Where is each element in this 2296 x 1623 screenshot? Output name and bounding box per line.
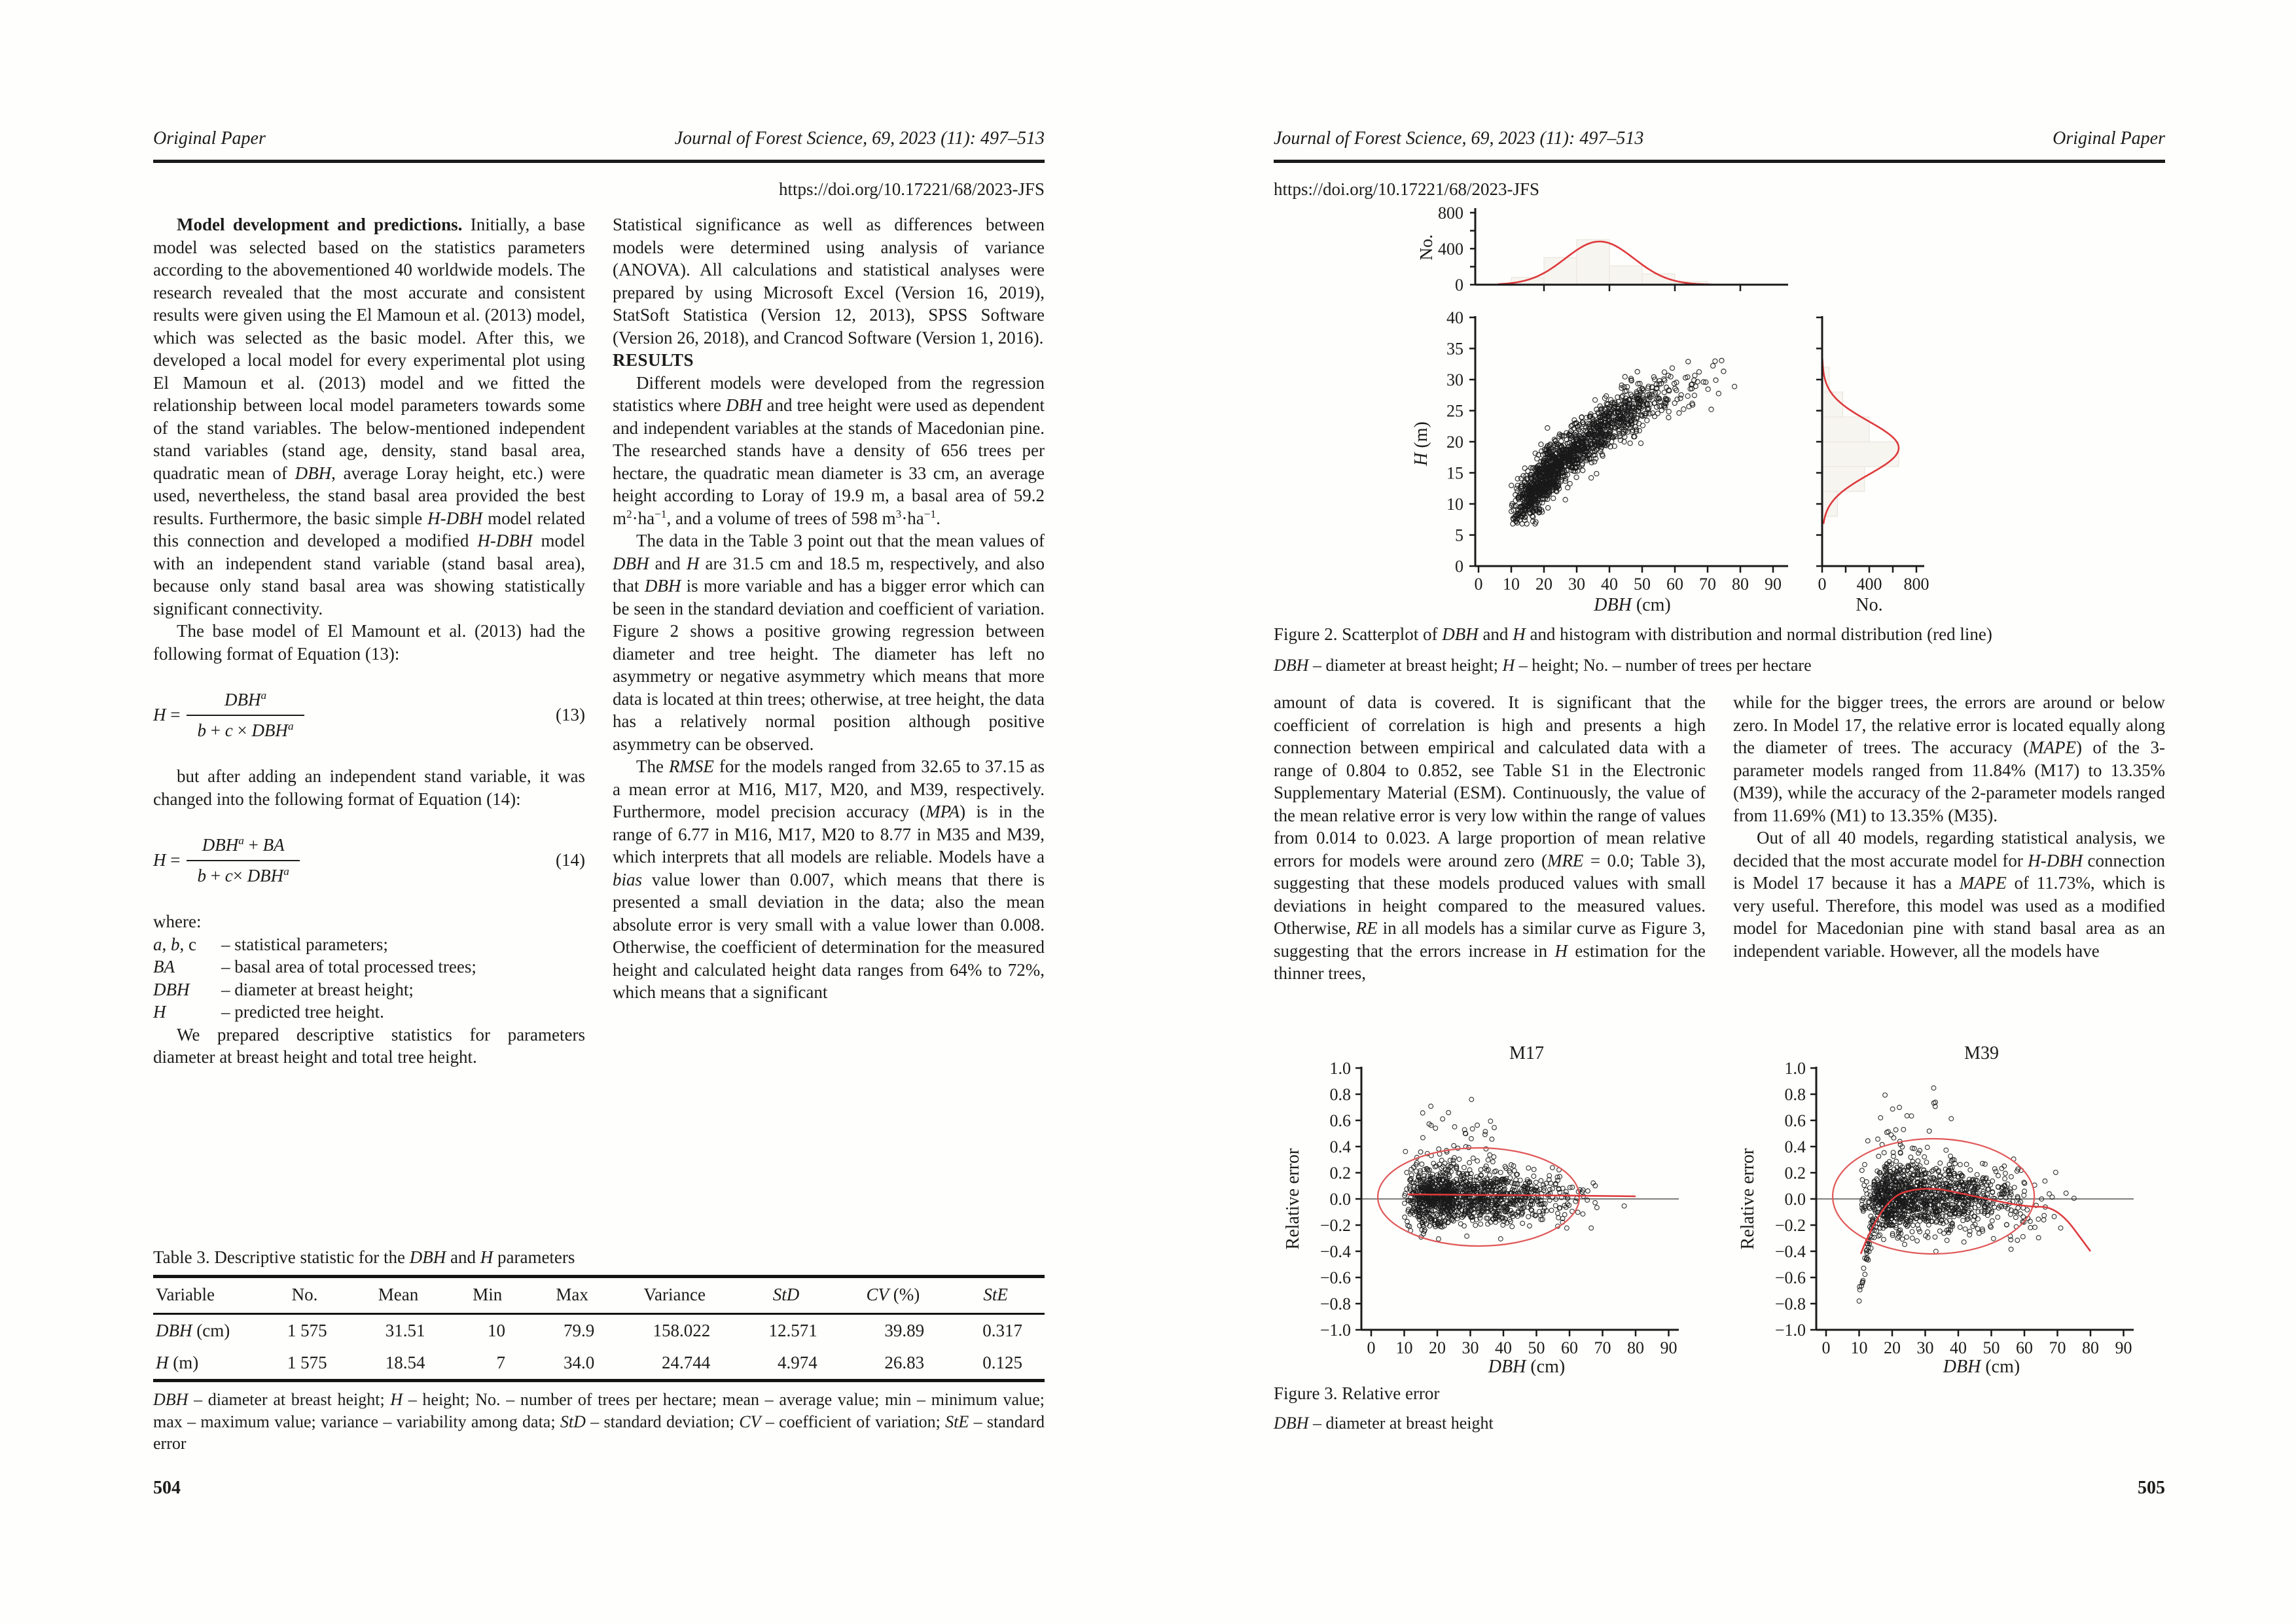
svg-text:0.4: 0.4	[1784, 1137, 1806, 1156]
svg-text:DBH (cm): DBH (cm)	[1594, 595, 1671, 615]
right-page-column-1	[1274, 691, 1706, 985]
header-rule	[153, 160, 1045, 163]
svg-text:0: 0	[1455, 557, 1463, 576]
svg-text:80: 80	[1627, 1338, 1644, 1357]
doi-link: https://doi.org/10.17221/68/2023-JFS	[778, 179, 1045, 199]
right-page-column-2	[1733, 691, 2165, 962]
svg-text:Relative error: Relative error	[1283, 1148, 1303, 1250]
doi-link-right: https://doi.org/10.17221/68/2023-JFS	[1274, 179, 1540, 199]
section-heading-results: RESULTS	[613, 350, 694, 370]
svg-text:H (m): H (m)	[1411, 421, 1431, 466]
svg-text:30: 30	[1916, 1338, 1934, 1357]
svg-text:30: 30	[1462, 1338, 1479, 1357]
svg-text:40: 40	[1495, 1338, 1512, 1357]
table3-header-ste: StE	[946, 1277, 1045, 1314]
svg-text:20: 20	[1884, 1338, 1901, 1357]
svg-text:0.8: 0.8	[1784, 1085, 1806, 1104]
svg-text:70: 70	[2049, 1338, 2066, 1357]
svg-text:No.: No.	[1856, 595, 1883, 615]
svg-text:35: 35	[1446, 339, 1463, 359]
figure3-note: DBH – diameter at breast height	[1274, 1414, 1494, 1433]
svg-text:70: 70	[1699, 575, 1716, 594]
svg-text:25: 25	[1446, 401, 1463, 421]
equation-13	[153, 688, 585, 741]
paragraph-descriptive-statistics: We prepared descriptive statistics for parameters diameter at breast height and total tree height.	[153, 1024, 585, 1067]
svg-text:Relative error: Relative error	[1738, 1148, 1758, 1250]
equation-13-number: (13)	[556, 705, 585, 725]
svg-text:−0.2: −0.2	[1774, 1216, 1806, 1235]
table3	[153, 1275, 1045, 1382]
paragraph-statistical-significance: Statistical significance as well as differences between models were determined using analysis of variance (ANOVA). All calculations and statistical analyses were prepared by using Microsoft Excel (Version 16, 2019), StatSoft Statistica (Version 12, 2013), SPSS Software (Version 26, 2018), and Crancod Software (Version 1, 2016).	[613, 215, 1045, 348]
svg-text:0.6: 0.6	[1784, 1111, 1806, 1130]
svg-text:0.6: 0.6	[1329, 1111, 1351, 1130]
table3-footnote: DBH – diameter at breast height; H – height; No. – number of trees per hectare; mean – average value; min – minimum value; max – maximum value; variance – variability among data; StD – standard deviation; CV – coefficient of variation; StE – standard error	[153, 1390, 1045, 1453]
where-row-abc: a, b, c – statistical parameters;	[153, 934, 388, 954]
svg-text:90: 90	[1765, 575, 1782, 594]
paragraph-model-development: Model development and predictions. Initially, a base model was selected based on the statistics parameters according to the abovementioned 40 worldwide models. The research revealed that the most accurate and consistent results were given using the El Mamoun et al. (2013) model, which was selected as the basic model. After this, we developed a local model for every experimental plot using El Mamoun et al. (2013) model and we fitted the relationship between local model parameters towards some of the stand variables. The below-mentioned independent stand variables (stand age, density, stand basal area, quadratic mean of DBH, average Loray height, etc.) were used, nevertheless, the stand basal area provided the best results. Furthermore, the basic simple H-DBH model related this connection and developed a modified H-DBH model with an independent stand variable (stand basal area), because only stand basal area was showing statistically significant connectivity.	[153, 215, 585, 618]
svg-text:20: 20	[1535, 575, 1552, 594]
header-rule-right	[1274, 160, 2165, 163]
svg-text:60: 60	[2016, 1338, 2033, 1357]
paragraph-bigger-trees: while for the bigger trees, the errors are around or below zero. In Model 17, the relative error is located equally along the diameter of trees. The accuracy (MAPE) of the 3-parameter models ranged from 11.84% (M17) to 13.35% (M39), while the accuracy of the 2-parameter models ranged from 11.69% (M1) to 13.35% (M35).	[1733, 692, 2165, 825]
svg-text:−0.6: −0.6	[1774, 1268, 1806, 1287]
figure3-caption: Figure 3. Relative error	[1274, 1383, 1440, 1403]
left-page-column-2	[613, 213, 1045, 1004]
svg-text:15: 15	[1446, 463, 1463, 483]
where-definitions	[153, 910, 585, 1024]
svg-text:20: 20	[1446, 433, 1463, 452]
svg-text:60: 60	[1666, 575, 1683, 594]
where-row-dbh: DBH – diameter at breast height;	[153, 979, 414, 999]
table3-header-variable: Variable	[153, 1277, 260, 1314]
svg-text:400: 400	[1856, 575, 1882, 594]
equation-14-lhs: H =	[153, 850, 181, 870]
table3-header-max: Max	[528, 1277, 617, 1314]
paragraph-different-models: Different models were developed from the regression statistics where DBH and tree height were used as dependent and independent variables at the stands of Macedonian pine. The researched stands have a density of 656 trees per hectare, the quadratic mean diameter is 33 cm, an average height according to Loray of 19.9 m, a basal area of 59.2 $m^2\cdot ha^{-1}$, and a volume of trees of 598 $m^3\cdot ha^{-1}$.	[613, 372, 1045, 528]
svg-text:50: 50	[1982, 1338, 2000, 1357]
page-number-left: 504	[153, 1478, 181, 1498]
svg-text:−0.4: −0.4	[1319, 1242, 1351, 1261]
page-number-right: 505	[2138, 1478, 2165, 1498]
figure2-note: DBH – diameter at breast height; H – height; No. – number of trees per hectare	[1274, 656, 1812, 675]
svg-text:M39: M39	[1964, 1043, 1999, 1063]
page-505	[1148, 0, 2296, 1623]
svg-text:−0.6: −0.6	[1319, 1268, 1351, 1287]
table3-header-no: No.	[260, 1277, 349, 1314]
svg-text:10: 10	[1503, 575, 1520, 594]
svg-text:10: 10	[1395, 1338, 1413, 1357]
svg-text:0.8: 0.8	[1329, 1085, 1351, 1104]
paragraph-independent-variable: but after adding an independent stand variable, it was changed into the following format of Equation (14):	[153, 766, 585, 809]
svg-text:20: 20	[1429, 1338, 1446, 1357]
svg-text:0: 0	[1474, 575, 1483, 594]
svg-text:400: 400	[1438, 240, 1463, 259]
table3-header-min: Min	[447, 1277, 528, 1314]
table3-row-dbh: DBH (cm) 1 575 31.51 10 79.9 158.022 12.571 39.89 0.317	[156, 1321, 1022, 1340]
svg-text:80: 80	[1732, 575, 1749, 594]
svg-text:5: 5	[1455, 526, 1463, 545]
svg-text:−1.0: −1.0	[1319, 1321, 1351, 1340]
equation-14-fraction: $\frac{DBH^a + BA}{b + c\times DBH^a}$	[187, 834, 299, 887]
svg-text:−0.8: −0.8	[1319, 1294, 1351, 1313]
figure2-caption: Figure 2. Scatterplot of DBH and H and histogram with distribution and normal distribution (red line)	[1274, 624, 1992, 644]
svg-text:0: 0	[1821, 1338, 1831, 1357]
equation-13-fraction: $\frac{DBH^a}{b + c \times DBH^a}$	[187, 688, 304, 741]
svg-text:−1.0: −1.0	[1774, 1321, 1806, 1340]
figure3-relative-error-plots	[1263, 1042, 2173, 1376]
where-row-h: H – predicted tree height.	[153, 1002, 384, 1022]
running-head-journal: Journal of Forest Science, 69, 2023 (11): 497–513	[674, 128, 1045, 149]
svg-text:800: 800	[1438, 204, 1463, 223]
svg-text:40: 40	[1601, 575, 1618, 594]
table3-caption: Table 3. Descriptive statistic for the DBH and H parameters	[153, 1247, 575, 1267]
svg-text:DBH (cm): DBH (cm)	[1488, 1357, 1566, 1376]
figure2-scatterplot-with-histograms	[1364, 196, 1966, 615]
svg-text:40: 40	[1950, 1338, 1967, 1357]
svg-text:−0.2: −0.2	[1319, 1216, 1351, 1235]
svg-text:90: 90	[2115, 1338, 2132, 1357]
left-page-column-1	[153, 213, 585, 1069]
svg-text:DBH (cm): DBH (cm)	[1943, 1357, 2020, 1376]
svg-text:80: 80	[2082, 1338, 2099, 1357]
table3-header-mean: Mean	[350, 1277, 448, 1314]
paragraph-table3-data: The data in the Table 3 point out that the mean values of DBH and H are 31.5 cm and 18.5 m, respectively, and also that DBH is more variable and has a bigger error which can be seen in the standard deviation and coefficient of variation. Figure 2 shows a positive growing regression between diameter and tree height. The diameter has left no asymmetry or negative asymmetry which means that more data is located at thin trees; otherwise, at tree height, the data has a relatively normal position although positive asymmetry can be observed.	[613, 531, 1045, 754]
where-label: where:	[153, 912, 202, 931]
svg-text:0.2: 0.2	[1329, 1164, 1351, 1183]
svg-text:1.0: 1.0	[1784, 1059, 1806, 1078]
svg-text:0: 0	[1818, 575, 1827, 594]
svg-text:−0.8: −0.8	[1774, 1294, 1806, 1313]
table3-header-row	[153, 1277, 1045, 1314]
svg-text:10: 10	[1850, 1338, 1868, 1357]
svg-text:800: 800	[1903, 575, 1929, 594]
equation-14-number: (14)	[556, 850, 585, 870]
where-row-ba: BA – basal area of total processed trees;	[153, 957, 476, 976]
svg-text:50: 50	[1528, 1338, 1545, 1357]
svg-text:0.4: 0.4	[1329, 1137, 1351, 1156]
svg-text:60: 60	[1561, 1338, 1578, 1357]
svg-text:70: 70	[1594, 1338, 1611, 1357]
running-head-journal-right: Journal of Forest Science, 69, 2023 (11): 497–513	[1274, 128, 1644, 149]
running-head-right: Original Paper	[2053, 128, 2165, 149]
svg-text:No.: No.	[1416, 234, 1436, 260]
paragraph-amount-of-data: amount of data is covered. It is significant that the coefficient of correlation is high and presents a high connection between empirical and calculated data with a range of 0.804 to 0.852, see Table S1 in the Electronic Supplementary Material (ESM). Continuously, the value of the mean relative error is very low within the range of values from 0.014 to 0.023. A large proportion of mean relative errors for models were around zero (MRE = 0.0; Table 3), suggesting that these models produced values with small deviations in height compared to the measured values. Otherwise, RE in all models has a similar curve as Figure 3, suggesting that the errors increase in H estimation for the thinner trees,	[1274, 692, 1706, 983]
paragraph-rmse: The RMSE for the models ranged from 32.65 to 37.15 as a mean error at M16, M17, M20, and M39, respectively. Furthermore, model precision accuracy (MPA) is in the range of 6.77 in M16, M17, M20 to 8.77 in M35 and M39, which interprets that all models are reliable. Models have a bias value lower than 0.007, which means that there is presented a small deviation in the data; also the mean absolute error is very small with a value lower than 0.008. Otherwise, the coefficient of determination for the measured height and calculated height data ranges from 64% to 72%, which means that a significant	[613, 757, 1045, 1002]
svg-text:30: 30	[1446, 370, 1463, 389]
paragraph-base-model: The base model of El Mamount et al. (2013) had the following format of Equation (13):	[153, 621, 585, 664]
svg-text:0.0: 0.0	[1784, 1190, 1806, 1209]
svg-text:−0.4: −0.4	[1774, 1242, 1806, 1261]
table3-header-variance: Variance	[617, 1277, 732, 1314]
table3-row-h: H (m) 1 575 18.54 7 34.0 24.744 4.974 26.83 0.125	[156, 1353, 1022, 1372]
table3-header-cv: CV (%)	[840, 1277, 946, 1314]
svg-text:0: 0	[1455, 276, 1463, 294]
svg-text:50: 50	[1634, 575, 1651, 594]
svg-text:0.2: 0.2	[1784, 1164, 1806, 1183]
paragraph-out-of-40-models: Out of all 40 models, regarding statistical analysis, we decided that the most accurate model for H-DBH connection is Model 17 because it has a MAPE of 11.73%, which is very useful. Therefore, this model was used as a modified model for Macedonian pine with stand basal area as an independent variable. However, all the models have	[1733, 828, 2165, 961]
running-head-left: Original Paper	[153, 128, 266, 149]
svg-text:1.0: 1.0	[1329, 1059, 1351, 1078]
svg-text:M17: M17	[1509, 1043, 1544, 1063]
svg-text:40: 40	[1446, 308, 1463, 327]
svg-text:0.0: 0.0	[1329, 1190, 1351, 1209]
svg-text:30: 30	[1568, 575, 1585, 594]
equation-13-lhs: H =	[153, 705, 181, 725]
equation-14	[153, 834, 585, 887]
svg-text:90: 90	[1660, 1338, 1677, 1357]
svg-text:0: 0	[1367, 1338, 1376, 1357]
table3-header-std: StD	[732, 1277, 839, 1314]
svg-text:10: 10	[1446, 495, 1463, 514]
